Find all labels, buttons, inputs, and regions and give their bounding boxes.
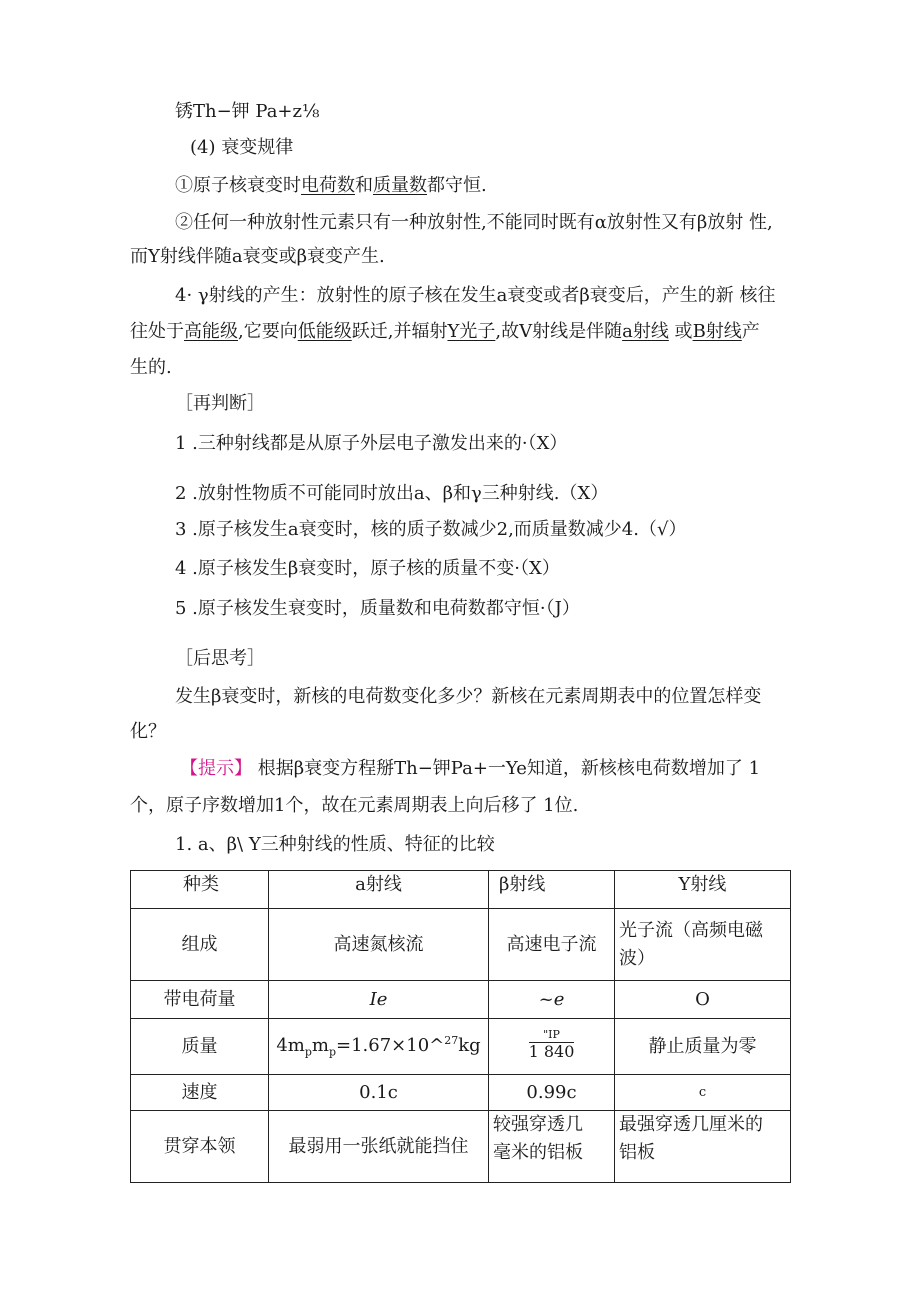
beta-penetration-line-2: 毫米的铝板 <box>493 1142 583 1163</box>
judgement-5: 5 .原子核发生衰变时，质量数和电荷数都守恒·（J） <box>175 598 580 619</box>
beta-composition: 高速电子流 <box>489 909 615 981</box>
gamma-composition-line-1: 光子流（高频电磁 <box>619 919 763 941</box>
high-energy-level-term: 高能级 <box>184 321 238 342</box>
alpha-speed: 0.1c <box>269 1075 489 1111</box>
row-label-penetration: 贯穿本领 <box>131 1111 269 1183</box>
comparison-table <box>130 870 791 1183</box>
alpha-composition: 高速氮核流 <box>269 909 489 981</box>
mass-number-term: 质量数 <box>373 175 427 196</box>
text-span: kg <box>458 1034 481 1056</box>
row-label-mass: 质量 <box>131 1019 269 1075</box>
gamma-penetration-line-2: 铝板 <box>619 1142 655 1163</box>
gamma-composition-line-2: 波） <box>619 947 655 969</box>
text-span: =1.67×10^ <box>336 1034 445 1056</box>
gamma-charge: O <box>615 981 791 1019</box>
row-label-charge: 带电荷量 <box>131 981 269 1019</box>
alpha-penetration: 最弱用一张纸就能挡住 <box>269 1111 489 1183</box>
table-row-mass <box>131 1019 791 1075</box>
beta-penetration-line-1: 较强穿透几 <box>493 1114 583 1135</box>
question-line-1: 发生β衰变时，新核的电荷数变化多少？新核在元素周期表中的位置怎样变 <box>175 686 762 707</box>
hint-answer-line-2: 个，原子序数增加1个，故在元素周期表上向后移了 1位. <box>130 795 579 816</box>
table-header-row <box>131 871 791 909</box>
section-heading-rejudge: ［再判断］ <box>175 393 265 414</box>
gamma-mass: 静止质量为零 <box>615 1019 791 1075</box>
beta-mass-fraction <box>529 1028 575 1059</box>
table-row-speed <box>131 1075 791 1111</box>
gamma-penetration-line-1: 最强穿透几厘米的 <box>619 1114 763 1135</box>
beta-ray-term: B射线 <box>692 321 742 342</box>
rule-2-line-2: 而Y射线伴随a衰变或β衰变产生. <box>130 246 385 267</box>
question-line-2: 化？ <box>130 721 166 742</box>
text-span: p <box>304 1045 312 1059</box>
judgement-4: 4 .原子核发生β衰变时，原子核的质量不变·（X） <box>175 558 560 579</box>
hint-text: 根据β衰变方程掰Th−钾Pa+一Ye知道，新核核电荷数增加了 1 <box>252 758 761 779</box>
section-heading-reflect: ［后思考］ <box>175 648 265 669</box>
beta-penetration <box>489 1111 615 1183</box>
judgement-1: 1 .三种射线都是从原子外层电子激发出来的·（X） <box>175 433 568 454</box>
row-label-speed: 速度 <box>131 1075 269 1111</box>
gamma-origin-line-2 <box>130 318 760 346</box>
fraction-denominator: 1 840 <box>528 1041 575 1061</box>
rule-1-text-c: 和 <box>355 175 373 196</box>
photon-term: Y光子 <box>447 321 496 342</box>
text-span: m <box>311 1034 329 1056</box>
text-span: 27 <box>444 1033 459 1047</box>
header-gamma: Y射线 <box>615 871 791 909</box>
header-beta: β射线 <box>489 871 615 909</box>
text-span: p <box>328 1045 337 1059</box>
text-span: 4m <box>276 1034 305 1056</box>
text-span: 产 <box>741 321 760 342</box>
rule-1 <box>175 172 487 200</box>
text-span: ,它要向 <box>238 321 298 342</box>
beta-mass <box>489 1019 615 1075</box>
rule-1-text-e: 都守恒. <box>427 175 487 196</box>
gamma-origin-line-1: 4· γ射线的产生：放射性的原子核在发生a衰变或者β衰变后，产生的新 核往 <box>175 285 776 306</box>
header-type: 种类 <box>131 871 269 909</box>
charge-number-term: 电荷数 <box>301 175 355 196</box>
table-row-composition <box>131 909 791 981</box>
beta-charge: ~e <box>489 981 615 1019</box>
gamma-speed: c <box>615 1075 791 1111</box>
table-row-charge <box>131 981 791 1019</box>
header-alpha: a射线 <box>269 871 489 909</box>
low-energy-level-term: 低能级 <box>297 321 352 342</box>
gamma-composition <box>615 909 791 981</box>
gamma-origin-line-3: 生的. <box>130 357 172 378</box>
hint-label: 【提示】 <box>180 758 252 779</box>
text-span: 或 <box>668 321 693 342</box>
fraction-numerator: "IP <box>543 1027 560 1041</box>
rule-2-line-1: ②任何一种放射性元素只有一种放射性,不能同时既有α放射性又有β放射 性, <box>175 212 773 233</box>
rule-1-text-a: ①原子核衰变时 <box>175 175 301 196</box>
table-row-penetration <box>131 1111 791 1183</box>
beta-speed: 0.99c <box>489 1075 615 1111</box>
decay-equation-line: 锈Th−钾 Pa+z⅛ <box>175 101 320 122</box>
hint-answer-line-1 <box>180 755 760 783</box>
judgement-3: 3 .原子核发生a衰变时，核的质子数减少2,而质量数减少4.（√） <box>175 519 687 540</box>
section-heading-decay-law: (4) 衰变规律 <box>190 137 294 158</box>
text-span: 跃迁,并辐射 <box>351 321 448 342</box>
text-span: ,故V射线是伴随 <box>495 321 623 342</box>
row-label-composition: 组成 <box>131 909 269 981</box>
table-title: 1. a、β\ Y三种射线的性质、特征的比较 <box>175 834 495 855</box>
alpha-mass <box>269 1019 489 1075</box>
judgement-2: 2 .放射性物质不可能同时放出a、β和γ三种射线.（X） <box>175 483 609 504</box>
text-span: 往处于 <box>130 321 184 342</box>
gamma-penetration <box>615 1111 791 1183</box>
alpha-ray-term: a射线 <box>622 321 669 342</box>
alpha-charge: Ie <box>269 981 489 1019</box>
